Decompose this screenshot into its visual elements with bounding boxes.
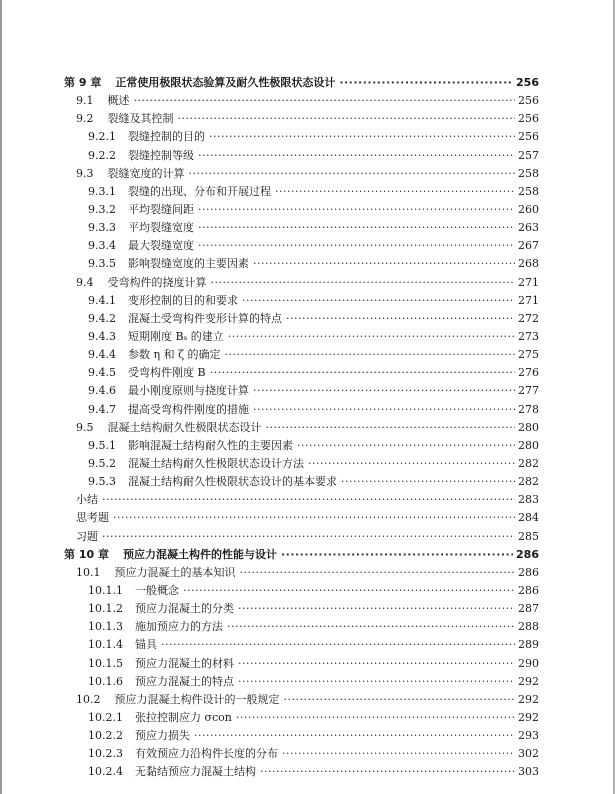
toc-entry-page: 268	[518, 257, 539, 271]
toc-entry-page: 282	[518, 456, 539, 470]
toc-dot-leader	[281, 546, 513, 564]
toc-entry-number: 10.1.4	[88, 638, 123, 652]
toc-dot-leader	[183, 582, 515, 600]
toc-dot-leader	[211, 274, 516, 292]
toc-entry-number: 9.3.4	[88, 239, 116, 253]
toc-entry-page: 303	[518, 765, 539, 779]
toc-entry-title: 受弯构件的挠度计算	[107, 275, 207, 289]
toc-entry-number: 10.1.3	[88, 620, 123, 634]
toc-section-entry	[0, 691, 615, 709]
toc-dot-leader	[308, 455, 515, 473]
toc-entry-number: 10.1.1	[88, 583, 123, 597]
toc-dot-leader	[238, 600, 515, 618]
toc-entry-number: 9.3.1	[88, 184, 116, 198]
toc-entry-title: 平均裂缝宽度	[128, 221, 194, 235]
toc-entry-page: 277	[518, 384, 539, 398]
toc-entry-number: 9.3.3	[88, 221, 116, 235]
toc-subsection-entry	[0, 147, 615, 165]
toc-entry-number: 10.2.2	[88, 729, 123, 743]
toc-entry-number: 10.1.6	[88, 674, 123, 688]
toc-entry-title: 最大裂缝宽度	[128, 239, 194, 253]
toc-dot-leader	[339, 74, 513, 92]
toc-subsection-entry	[0, 763, 615, 781]
toc-dot-leader	[341, 473, 515, 491]
toc-entry-page: 275	[518, 348, 539, 362]
toc-entry-number: 9.5.3	[88, 475, 116, 489]
toc-entry-title: 思考题	[76, 511, 109, 525]
toc-entry-page: 257	[518, 148, 539, 162]
toc-entry-number: 9.4.1	[88, 293, 116, 307]
toc-entry-number: 9.4.7	[88, 402, 116, 416]
toc-entry-page: 287	[518, 602, 539, 616]
toc-entry-title: 短期刚度 Bₛ 的建立	[128, 329, 224, 343]
toc-entry-page: 289	[518, 638, 539, 652]
toc-subsection-entry	[0, 709, 615, 727]
toc-section-entry	[0, 564, 615, 582]
toc-entry-title: 影响混凝土结构耐久性的主要因素	[128, 438, 293, 452]
toc-dot-leader	[253, 382, 515, 400]
toc-entry-page: 286	[518, 583, 539, 597]
toc-dot-leader	[113, 509, 515, 527]
toc-section-entry	[0, 274, 615, 292]
toc-dot-leader	[227, 618, 515, 636]
toc-entry-number: 10.1.2	[88, 602, 123, 616]
toc-entry-number: 9.2	[76, 112, 94, 126]
toc-entry-page: 290	[518, 656, 539, 670]
toc-entry-page: 285	[518, 529, 539, 543]
toc-entry-title: 混凝土受弯构件变形计算的特点	[128, 311, 282, 325]
toc-entry-page: 286	[516, 547, 539, 561]
toc-entry-number: 9.5.2	[88, 456, 116, 470]
toc-subsection-entry	[0, 237, 615, 255]
toc-misc-entry	[0, 509, 615, 527]
toc-entry-title: 混凝土结构耐久性极限状态设计	[107, 420, 262, 434]
toc-entry-title: 混凝土结构耐久性极限状态设计的基本要求	[128, 475, 337, 489]
toc-entry-page: 258	[518, 184, 539, 198]
toc-entry-title: 裂缝控制的目的	[128, 130, 205, 144]
toc-entry-page: 267	[518, 239, 539, 253]
toc-entry-title: 锚具	[135, 638, 157, 652]
toc-entry-number: 9.2.1	[88, 130, 116, 144]
toc-dot-leader	[198, 201, 515, 219]
toc-entry-page: 256	[518, 112, 539, 126]
toc-entry-title: 裂缝的出现、分布和开展过程	[128, 184, 271, 198]
toc-entry-number: 10.1.5	[88, 656, 123, 670]
toc-entry-title: 正常使用极限状态验算及耐久性极限状态设计	[115, 76, 336, 89]
toc-dot-leader	[198, 147, 515, 165]
toc-entry-page: 293	[518, 729, 539, 743]
toc-entry-title: 影响裂缝宽度的主要因素	[128, 257, 249, 271]
toc-entry-title: 裂缝控制等级	[128, 148, 194, 162]
toc-subsection-entry	[0, 600, 615, 618]
toc-entry-page: 256	[516, 76, 539, 89]
toc-entry-page: 282	[518, 475, 539, 489]
toc-dot-leader	[286, 310, 515, 328]
toc-subsection-entry	[0, 745, 615, 763]
toc-entry-page: 280	[518, 438, 539, 452]
toc-dot-leader	[209, 128, 515, 146]
toc-entry-number: 9.3	[76, 166, 94, 180]
toc-dot-leader	[238, 673, 515, 691]
toc-dot-leader	[240, 564, 516, 582]
toc-subsection-entry	[0, 401, 615, 419]
toc-entry-title: 习题	[76, 529, 98, 543]
toc-entry-title: 预应力混凝土的特点	[135, 674, 234, 688]
toc-subsection-entry	[0, 219, 615, 237]
toc-dot-leader	[102, 491, 515, 509]
toc-entry-number: 10.1	[76, 565, 101, 579]
toc-entry-page: 292	[518, 710, 539, 724]
toc-subsection-entry	[0, 673, 615, 691]
toc-entry-page: 273	[518, 329, 539, 343]
toc-entry-title: 平均裂缝间距	[128, 202, 194, 216]
toc-entry-page: 258	[518, 166, 539, 180]
toc-subsection-entry	[0, 201, 615, 219]
toc-entry-title: 一般概念	[135, 583, 179, 597]
toc-subsection-entry	[0, 328, 615, 346]
toc-entry-title: 受弯构件刚度 B	[128, 366, 206, 380]
toc-subsection-entry	[0, 618, 615, 636]
toc-dot-leader	[238, 655, 515, 673]
toc-subsection-entry	[0, 727, 615, 745]
toc-section-entry	[0, 419, 615, 437]
toc-entry-number: 第 10 章	[64, 547, 109, 561]
toc-dot-leader	[266, 419, 516, 437]
toc-entry-title: 张拉控制应力 σcon	[135, 710, 232, 724]
toc-entry-number: 9.3.5	[88, 257, 116, 271]
toc-entry-title: 概述	[107, 94, 130, 108]
toc-subsection-entry	[0, 382, 615, 400]
toc-subsection-entry	[0, 455, 615, 473]
toc-entry-number: 9.4	[76, 275, 94, 289]
toc-subsection-entry	[0, 364, 615, 382]
toc-entry-number: 10.2.4	[88, 765, 123, 779]
toc-entry-title: 预应力混凝土构件的性能与设计	[122, 547, 277, 561]
toc-subsection-entry	[0, 437, 615, 455]
toc-entry-title: 有效预应力沿构件长度的分布	[135, 747, 278, 761]
toc-entry-title: 无黏结预应力混凝土结构	[135, 765, 256, 779]
toc-entry-page: 263	[518, 221, 539, 235]
toc-entry-title: 变形控制的目的和要求	[128, 293, 238, 307]
toc-entry-number: 9.5.1	[88, 438, 116, 452]
toc-entry-number: 9.4.4	[88, 348, 116, 362]
toc-dot-leader	[102, 528, 515, 546]
toc-entry-title: 混凝土结构耐久性极限状态设计方法	[128, 456, 304, 470]
toc-subsection-entry	[0, 310, 615, 328]
toc-section-entry	[0, 92, 615, 110]
toc-entry-number: 10.2	[76, 692, 101, 706]
toc-dot-leader	[194, 727, 515, 745]
toc-dot-leader	[253, 401, 515, 419]
toc-dot-leader	[253, 255, 515, 273]
toc-entry-number: 9.3.2	[88, 202, 116, 216]
toc-entry-title: 施加预应力的方法	[135, 620, 223, 634]
toc-entry-page: 271	[518, 293, 539, 307]
toc-subsection-entry	[0, 183, 615, 201]
toc-entry-page: 276	[518, 366, 539, 380]
toc-entry-page: 256	[518, 94, 539, 108]
toc-entry-title: 裂缝宽度的计算	[107, 166, 185, 180]
toc-subsection-entry	[0, 636, 615, 654]
toc-entry-page: 280	[518, 420, 539, 434]
toc-entry-page: 292	[518, 674, 539, 688]
toc-subsection-entry	[0, 346, 615, 364]
toc-dot-leader	[242, 292, 515, 310]
toc-subsection-entry	[0, 582, 615, 600]
toc-entry-page: 278	[518, 402, 539, 416]
toc-entry-number: 10.2.3	[88, 747, 123, 761]
toc-entry-title: 裂缝及其控制	[107, 112, 174, 126]
toc-entry-number: 9.1	[76, 94, 94, 108]
toc-dot-leader	[260, 763, 515, 781]
toc-entry-page: 288	[518, 620, 539, 634]
toc-entry-title: 预应力混凝土的材料	[135, 656, 234, 670]
toc-entry-number: 第 9 章	[64, 76, 102, 89]
toc-entry-title: 预应力损失	[135, 729, 190, 743]
toc-dot-leader	[284, 691, 516, 709]
toc-entry-page: 272	[518, 311, 539, 325]
toc-chapter-entry	[0, 74, 615, 92]
toc-dot-leader	[161, 636, 515, 654]
toc-entry-number: 9.4.3	[88, 329, 116, 343]
toc-dot-leader	[225, 346, 515, 364]
toc-dot-leader	[134, 92, 516, 110]
toc-entry-number: 9.5	[76, 420, 94, 434]
toc-subsection-entry	[0, 655, 615, 673]
toc-entry-page: 260	[518, 202, 539, 216]
toc-entry-title: 参数 η 和 ζ 的确定	[128, 348, 221, 362]
toc-entry-title: 预应力混凝土的分类	[135, 602, 234, 616]
toc-entry-page: 283	[518, 493, 539, 507]
toc-entry-page: 292	[518, 692, 539, 706]
toc-section-entry	[0, 110, 615, 128]
toc-entry-page: 271	[518, 275, 539, 289]
toc-dot-leader	[228, 328, 515, 346]
toc-dot-leader	[198, 237, 515, 255]
toc-entry-title: 预应力混凝土构件设计的一般规定	[114, 692, 280, 706]
toc-dot-leader	[178, 110, 516, 128]
toc-entry-page: 286	[518, 565, 539, 579]
toc-dot-leader	[198, 219, 515, 237]
toc-misc-entry	[0, 491, 615, 509]
toc-entry-page: 284	[518, 511, 539, 525]
toc-misc-entry	[0, 528, 615, 546]
toc-dot-leader	[210, 364, 515, 382]
toc-subsection-entry	[0, 128, 615, 146]
toc-entry-number: 9.4.6	[88, 384, 116, 398]
toc-dot-leader	[236, 709, 515, 727]
toc-entry-title: 小结	[76, 493, 98, 507]
toc-entry-page: 256	[518, 130, 539, 144]
toc-entry-number: 9.4.2	[88, 311, 116, 325]
toc-entry-number: 9.2.2	[88, 148, 116, 162]
toc-entry-number: 10.2.1	[88, 710, 123, 724]
toc-subsection-entry	[0, 473, 615, 491]
toc-subsection-entry	[0, 292, 615, 310]
toc-entry-title: 预应力混凝土的基本知识	[114, 565, 236, 579]
toc-dot-leader	[189, 165, 516, 183]
toc-subsection-entry	[0, 255, 615, 273]
toc-entry-page: 302	[518, 747, 539, 761]
table-of-contents	[0, 74, 615, 781]
toc-chapter-entry	[0, 546, 615, 564]
toc-entry-title: 提高受弯构件刚度的措施	[128, 402, 249, 416]
toc-entry-number: 9.4.5	[88, 366, 116, 380]
toc-dot-leader	[297, 437, 515, 455]
toc-entry-title: 最小刚度原则与挠度计算	[128, 384, 249, 398]
toc-dot-leader	[282, 745, 515, 763]
toc-dot-leader	[275, 183, 515, 201]
toc-section-entry	[0, 165, 615, 183]
